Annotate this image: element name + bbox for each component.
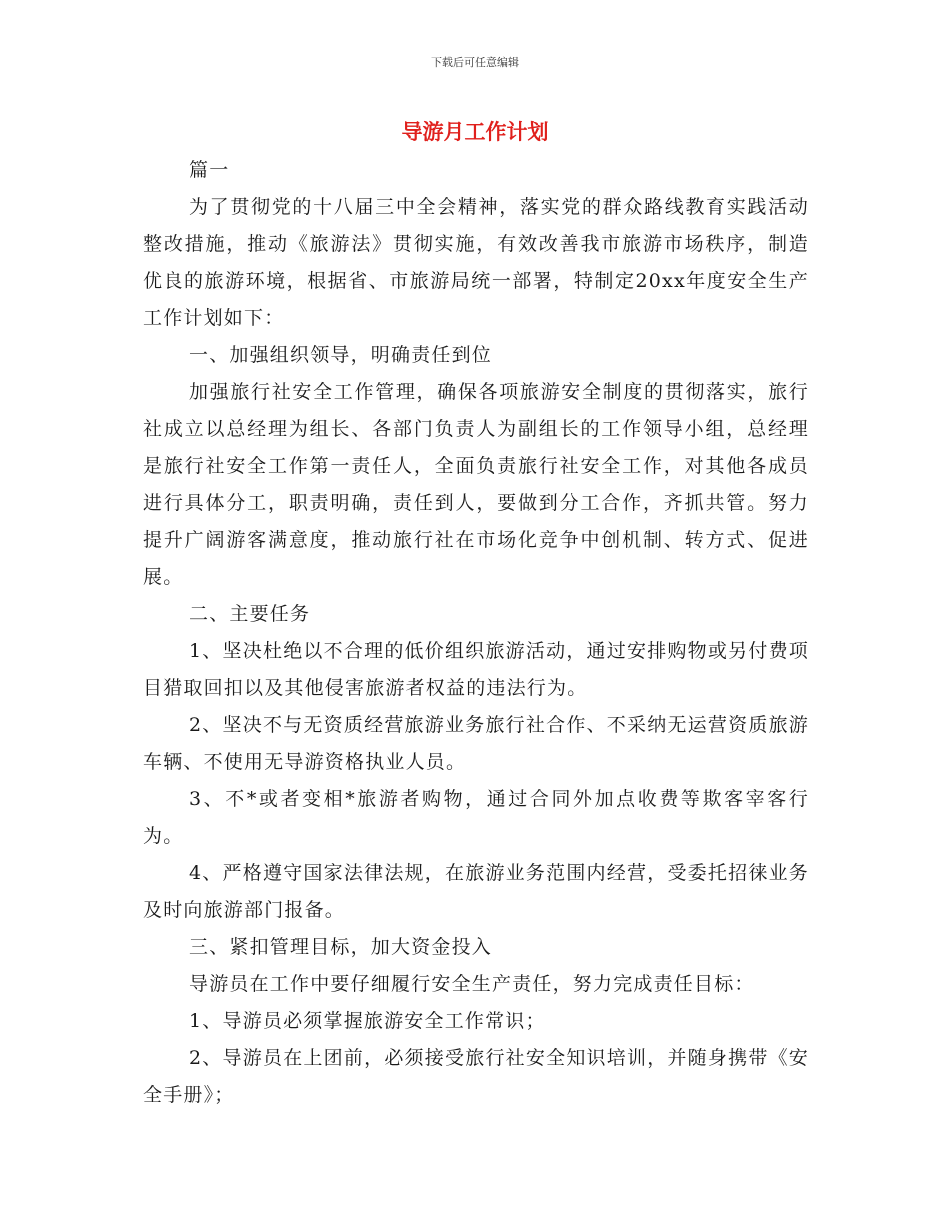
heading-section-two: 二、主要任务 bbox=[189, 603, 311, 625]
guide-item-1: 1、导游员必须掌握旅游安全工作常识； bbox=[189, 1010, 546, 1032]
page-header-note: 下载后可任意编辑 bbox=[431, 56, 519, 69]
paragraph-guide-duty: 导游员在工作中要仔细履行安全生产责任，努力完成责任目标： bbox=[189, 973, 755, 995]
heading-section-one: 一、加强组织领导，明确责任到位 bbox=[189, 344, 493, 366]
task-item-4: 4、严格遵守国家法律法规，在旅游业务范围内经营，受委托招徕业务及时向旅游部门报备。 bbox=[143, 862, 809, 921]
task-item-2: 2、坚决不与无资质经营旅游业务旅行社合作、不采纳无运营资质旅游车辆、不使用无导游资格执业人员。 bbox=[143, 714, 809, 773]
paragraph-organization: 加强旅行社安全工作管理，确保各项旅游安全制度的贯彻落实，旅行社成立以总经理为组长、各部门负责人为副组长的工作领导小组，总经理是旅行社安全工作第一责任人，全面负责旅行社安全工作，对其他各成员进行具体分工，职责明确，责任到人，要做到分工合作，齐抓共管。努力提升广阔游客满意度，推动旅行社在市场化竞争中创机制、转方式、促进展。 bbox=[143, 381, 809, 588]
heading-section-three: 三、紧扣管理目标，加大资金投入 bbox=[189, 936, 493, 958]
intro-paragraph: 为了贯彻党的十八届三中全会精神，落实党的群众路线教育实践活动整改措施，推动《旅游法》贯彻实施，有效改善我市旅游市场秩序，制造优良的旅游环境，根据省、市旅游局统一部署，特制定20xx年度安全生产工作计划如下： bbox=[143, 196, 809, 329]
task-item-3: 3、不*或者变相*旅游者购物，通过合同外加点收费等欺客宰客行为。 bbox=[143, 788, 809, 847]
task-item-1: 1、坚决杜绝以不合理的低价组织旅游活动，通过安排购物或另付费项目猎取回扣以及其他侵害旅游者权益的违法行为。 bbox=[143, 640, 809, 699]
section-label-part-one: 篇一 bbox=[189, 159, 230, 181]
document-title: 导游月工作计划 bbox=[401, 120, 549, 144]
guide-item-2: 2、导游员在上团前，必须接受旅行社安全知识培训，并随身携带《安全手册》； bbox=[143, 1047, 809, 1106]
document-body bbox=[143, 152, 809, 1114]
